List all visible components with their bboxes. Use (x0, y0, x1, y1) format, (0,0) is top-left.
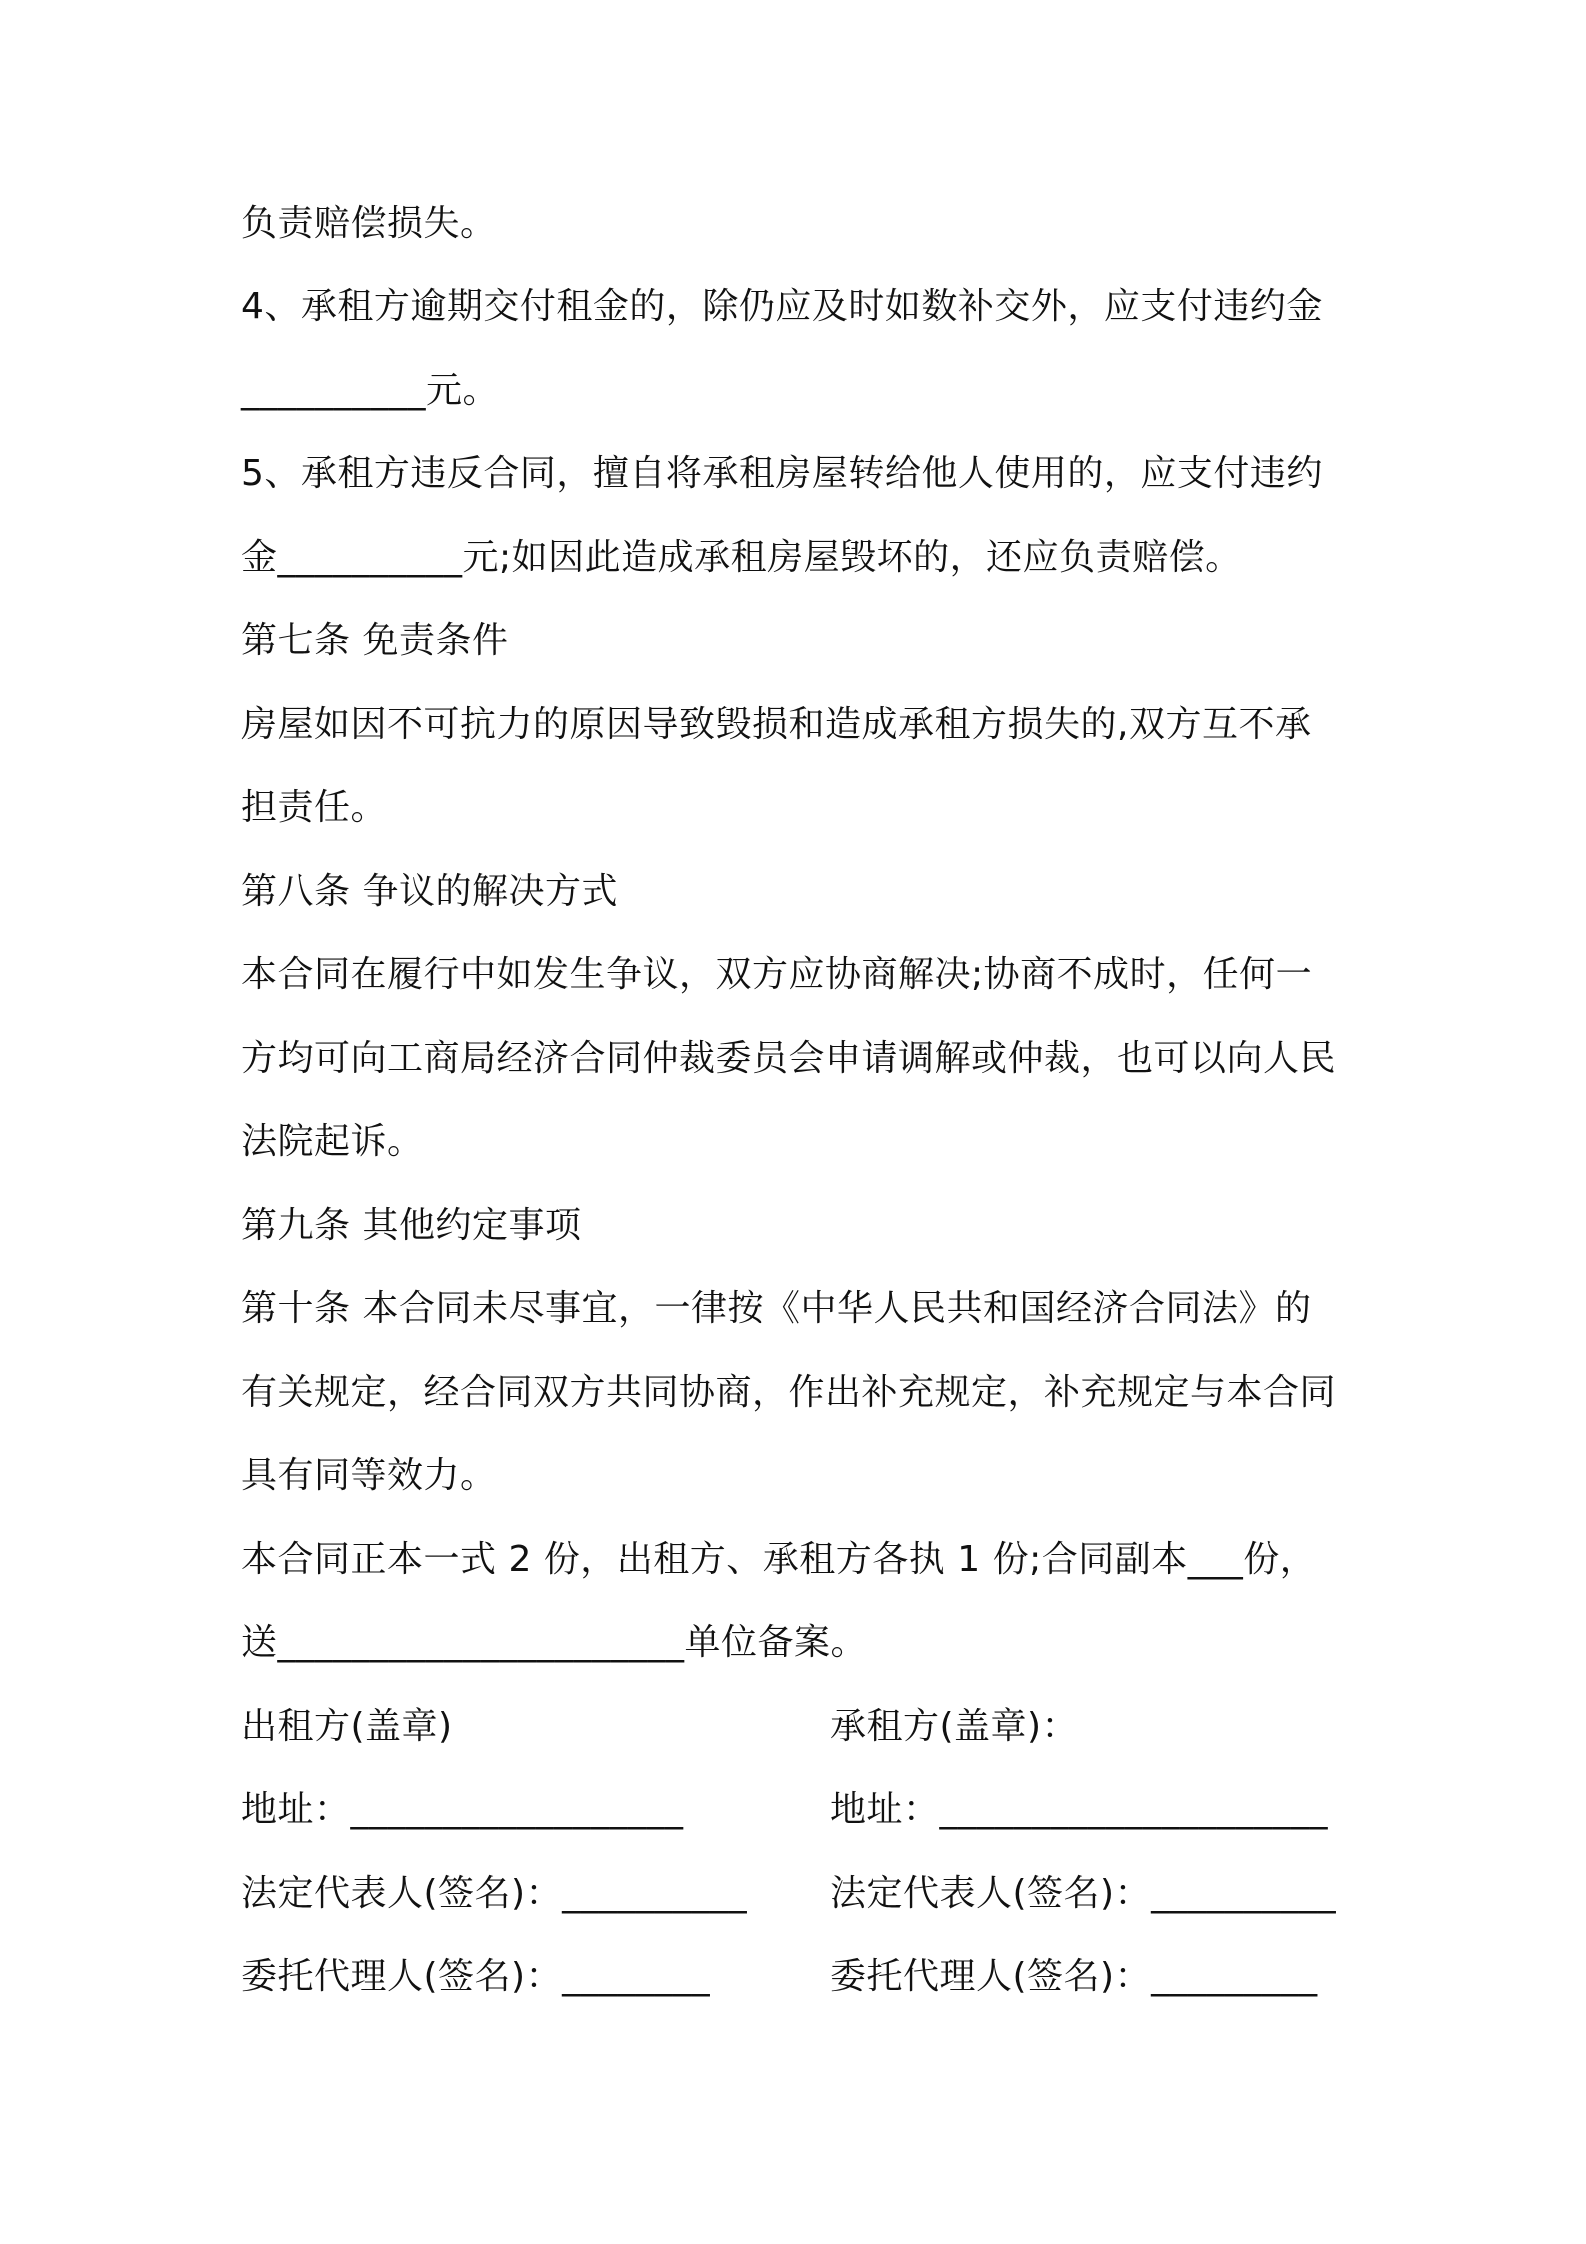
text-line: 金__________元;如因此造成承租房屋毁坏的，还应负责赔偿。 (241, 537, 1242, 578)
section-heading: 第七条 免责条件 (241, 620, 509, 661)
text-line: 房屋如因不可抗力的原因导致毁损和造成承租方损失的,双方互不承 (241, 704, 1312, 745)
lessee-legal-rep-field: 法定代表人(签名)：__________ (830, 1873, 1337, 1914)
text-line: 4、承租方逾期交付租金的，除仍应及时如数补交外，应支付违约金 (241, 286, 1323, 327)
text-line: 本合同正本一式 2 份，出租方、承租方各执 1 份;合同副本___份， (241, 1539, 1317, 1580)
section-heading: 第九条 其他约定事项 (241, 1205, 582, 1246)
text-line: 法院起诉。 (241, 1121, 424, 1162)
text-line: 具有同等效力。 (241, 1455, 497, 1496)
text-line: 第十条 本合同未尽事宜，一律按《中华人民共和国经济合同法》的 (241, 1288, 1312, 1329)
lessee-seal-label: 承租方(盖章)： (830, 1706, 1079, 1747)
lessor-agent-field: 委托代理人(签名)：________ (241, 1956, 711, 1997)
lessor-seal-label: 出租方(盖章) (241, 1706, 453, 1747)
lessor-address-field: 地址：__________________ (241, 1789, 684, 1830)
text-line: 负责赔偿损失。 (241, 203, 497, 244)
text-line: 5、承租方违反合同，擅自将承租房屋转给他人使用的，应支付违约 (241, 453, 1323, 494)
lessee-agent-field: 委托代理人(签名)：_________ (830, 1956, 1318, 1997)
text-line: 有关规定，经合同双方共同协商，作出补充规定，补充规定与本合同 (241, 1372, 1337, 1413)
section-heading: 第八条 争议的解决方式 (241, 871, 618, 912)
text-line: 送______________________单位备案。 (241, 1622, 868, 1663)
text-line: 本合同在履行中如发生争议，双方应协商解决;协商不成时，任何一 (241, 954, 1313, 995)
text-line: 方均可向工商局经济合同仲裁委员会申请调解或仲裁，也可以向人民 (241, 1038, 1337, 1079)
lessee-address-field: 地址：_____________________ (830, 1789, 1329, 1830)
text-line: __________元。 (241, 370, 500, 411)
lessor-legal-rep-field: 法定代表人(签名)：__________ (241, 1873, 748, 1914)
text-line: 担责任。 (241, 787, 388, 828)
